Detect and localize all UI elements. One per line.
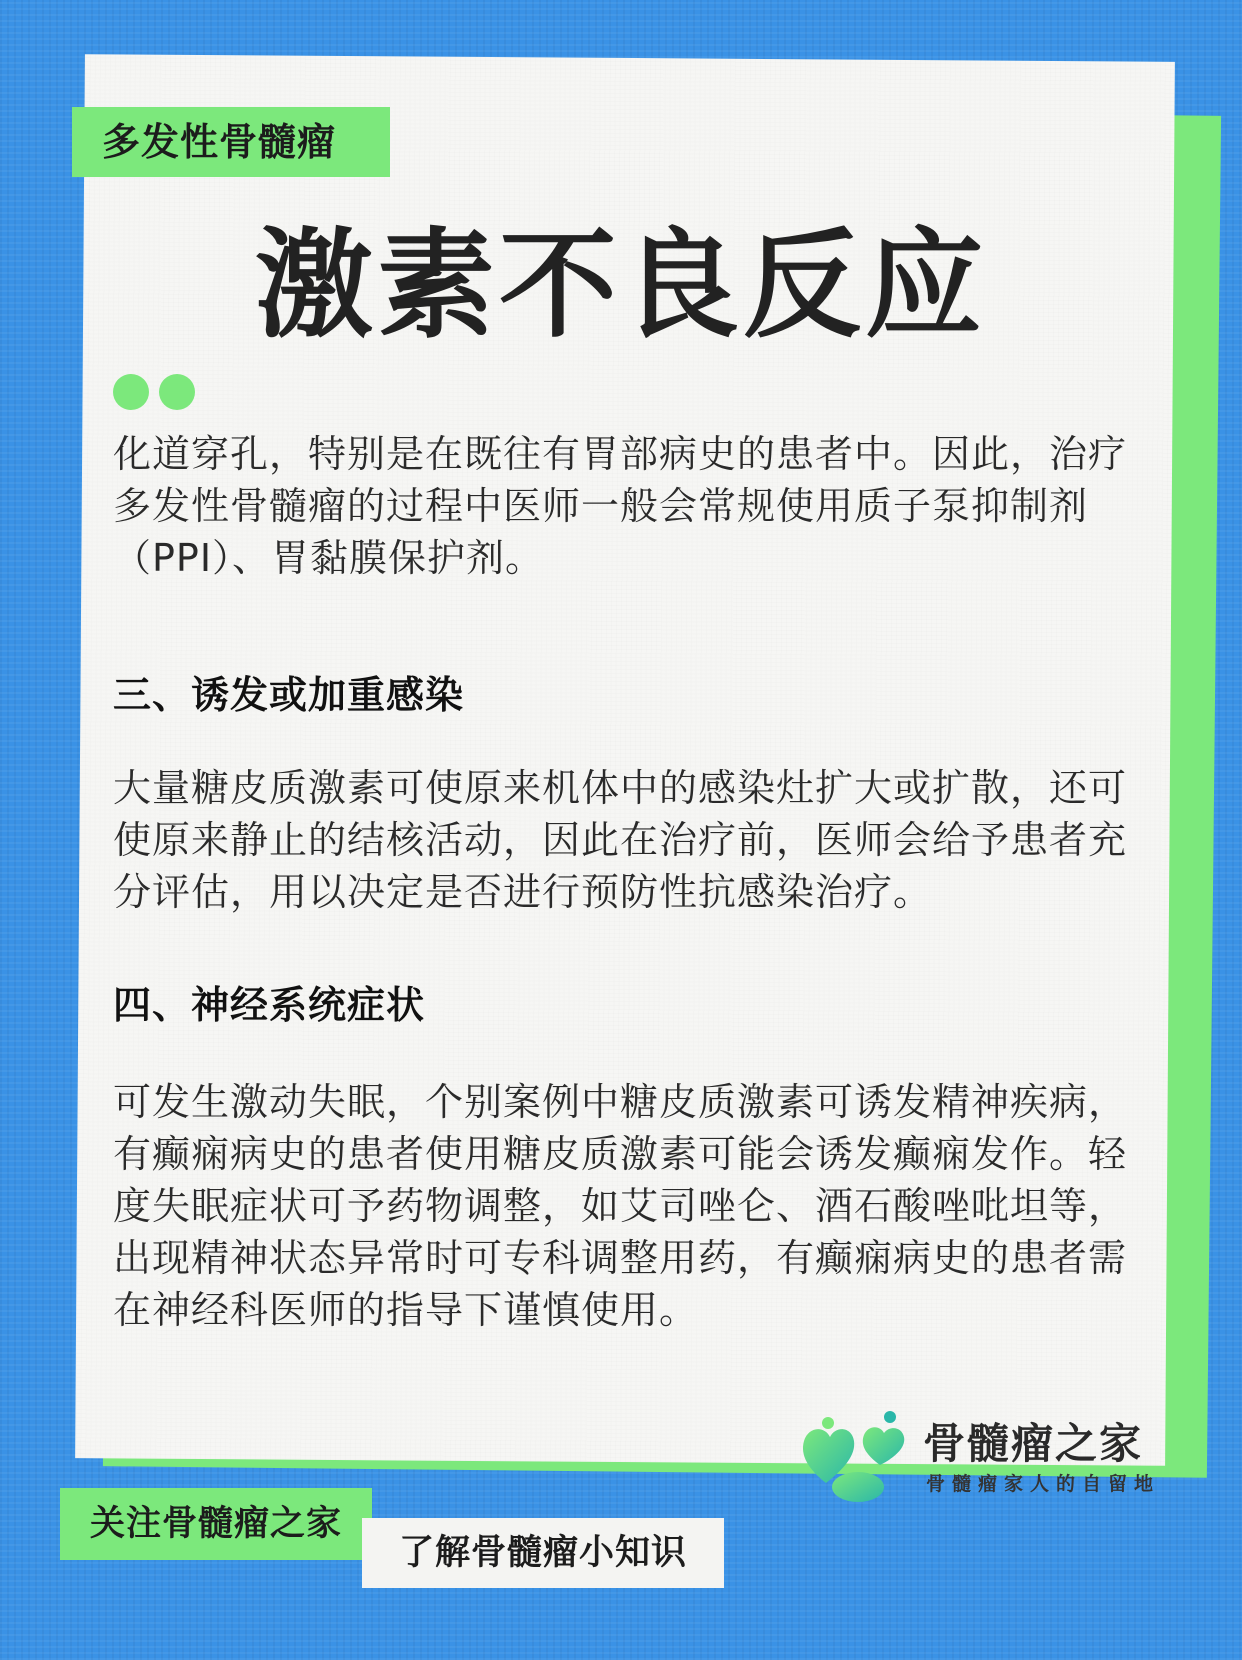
intro-paragraph: 化道穿孔，特别是在既往有胃部病史的患者中。因此，治疗多发性骨髓瘤的过程中医师一般会常规使用质子泵抑制剂（PPI）、胃黏膜保护剂。 bbox=[113, 432, 1128, 580]
brand-logo bbox=[798, 1405, 1161, 1505]
topic-tag: 多发性骨髓瘤 bbox=[72, 107, 390, 177]
paw-heart-icon bbox=[798, 1405, 913, 1505]
section-heading-neuro: 四、神经系统症状 bbox=[113, 983, 426, 1027]
page-title: 激素不良反应 bbox=[254, 216, 987, 354]
brand-name: 骨髓瘤之家 bbox=[923, 1419, 1144, 1468]
dot-icon bbox=[113, 374, 149, 410]
learn-banner: 了解骨髓瘤小知识 bbox=[362, 1518, 724, 1588]
section-body-infection: 大量糖皮质激素可使原来机体中的感染灶扩大或扩散，还可使原来静止的结核活动，因此在治疗前，医师会给予患者充分评估，用以决定是否进行预防性抗感染治疗。 bbox=[113, 766, 1128, 914]
follow-banner: 关注骨髓瘤之家 bbox=[60, 1488, 372, 1560]
dot-icon bbox=[159, 374, 195, 410]
section-heading-infection: 三、诱发或加重感染 bbox=[113, 673, 465, 717]
brand-subtitle: 骨髓瘤家人的自留地 bbox=[926, 1473, 1161, 1495]
section-body-neuro: 可发生激动失眠，个别案例中糖皮质激素可诱发精神疾病，有癫痫病史的患者使用糖皮质激素可能会诱发癫痫发作。轻度失眠症状可予药物调整，如艾司唑仑、酒石酸唑吡坦等，出现精神状态异常时可专科调整用药，有癫痫病史的患者需在神经科医师的指导下谨慎使用。 bbox=[113, 1080, 1128, 1332]
